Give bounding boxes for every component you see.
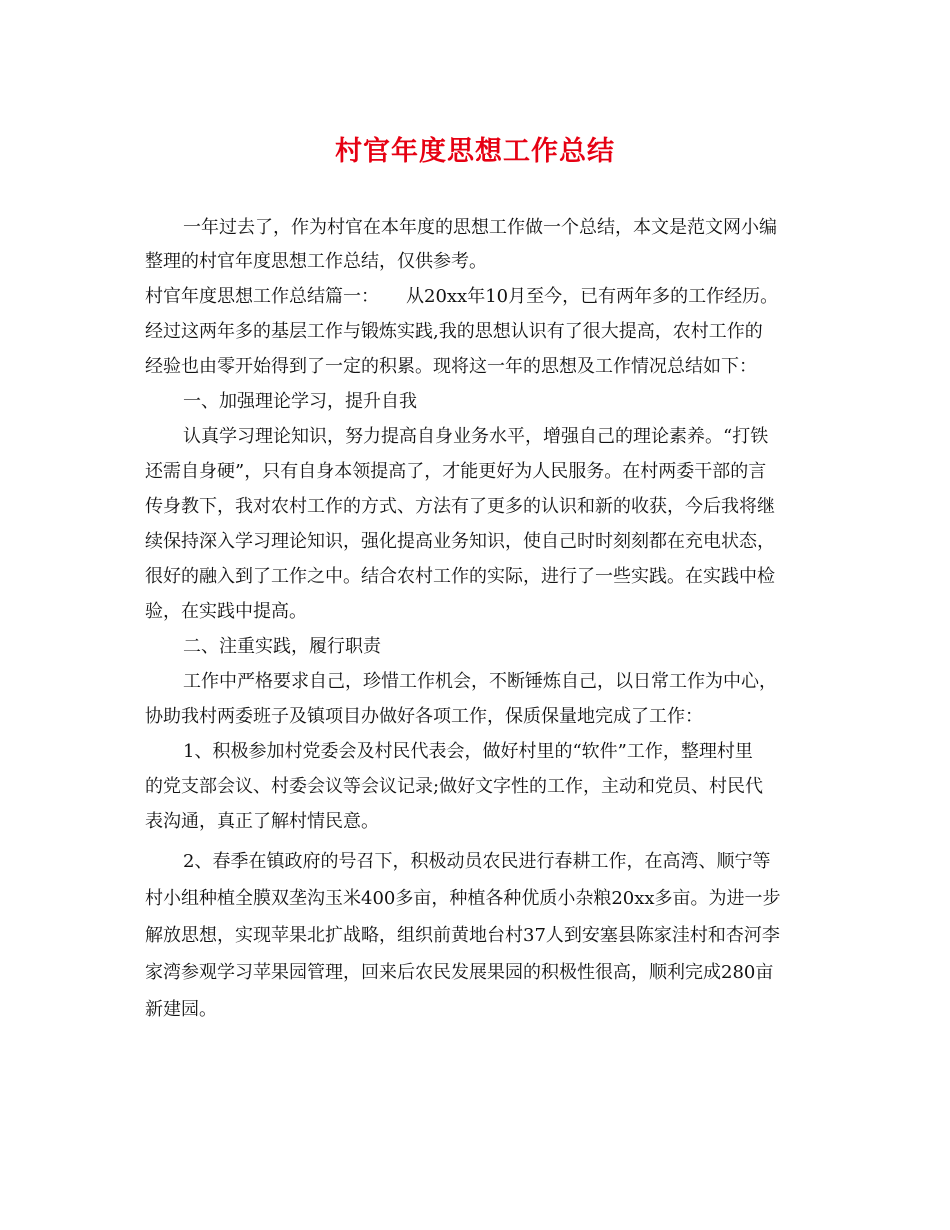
paragraph-line: 还需自身硬”，只有自身本领提高了，才能更好为人民服务。在村两委干部的言 [145,461,767,482]
paragraph-line: 很好的融入到了工作之中。结合农村工作的实际，进行了一些实践。在实践中检 [145,566,775,587]
paragraph-line: 传身教下，我对农村工作的方式、方法有了更多的认识和新的收获，今后我将继 [145,496,775,517]
paragraph-line: 解放思想，实现苹果北扩战略，组织前黄地台村37人到安塞县陈家洼村和杏河李 [145,925,780,946]
paragraph-line: 协助我村两委班子及镇项目办做好各项工作，保质保量地完成了工作： [145,706,703,727]
paragraph-line: 的党支部会议、村委会议等会议记录;做好文字性的工作，主动和党员、村民代 [145,776,764,797]
section-heading: 一、加强理论学习，提升自我 [183,391,417,412]
paragraph-line: 认真学习理论知识，努力提高自身业务水平，增强自己的理论素养。“打铁 [183,426,769,447]
document-title: 村官年度思想工作总结 [335,136,615,167]
paragraph-line: 新建园。 [145,999,217,1020]
section-heading: 二、注重实践，履行职责 [183,636,381,657]
paragraph-line: 续保持深入学习理论知识，强化提高业务知识，使自己时时刻刻都在充电状态， [145,531,775,552]
paragraph-line: 经过这两年多的基层工作与锻炼实践,我的思想认识有了很大提高，农村工作的 [145,321,763,342]
paragraph-line: 1、积极参加村党委会及村民代表会，做好村里的“软件”工作，整理村里 [183,741,753,762]
paragraph-line: 验，在实践中提高。 [145,601,307,622]
paragraph-line: 整理的村官年度思想工作总结，仅供参考。 [145,251,487,272]
paragraph-line: 表沟通，真正了解村情民意。 [145,811,379,832]
paragraph-line: 工作中严格要求自己，珍惜工作机会，不断锤炼自己，以日常工作为中心， [183,671,777,692]
paragraph-line: 家湾参观学习苹果园管理，回来后农民发展果园的积极性很高，顺利完成280亩 [145,962,774,983]
paragraph-line: 一年过去了，作为村官在本年度的思想工作做一个总结，本文是范文网小编 [183,217,777,238]
paragraph-line: 村官年度思想工作总结篇一： 从20xx年10月至今，已有两年多的工作经历。 [145,286,779,307]
paragraph-line: 村小组种植全膜双垄沟玉米400多亩，种植各种优质小杂粮20xx多亩。为进一步 [145,888,781,909]
paragraph-line: 经验也由零开始得到了一定的积累。现将这一年的思想及工作情况总结如下： [145,356,757,377]
paragraph-line: 2、春季在镇政府的号召下，积极动员农民进行春耕工作，在高湾、顺宁等 [183,851,771,872]
